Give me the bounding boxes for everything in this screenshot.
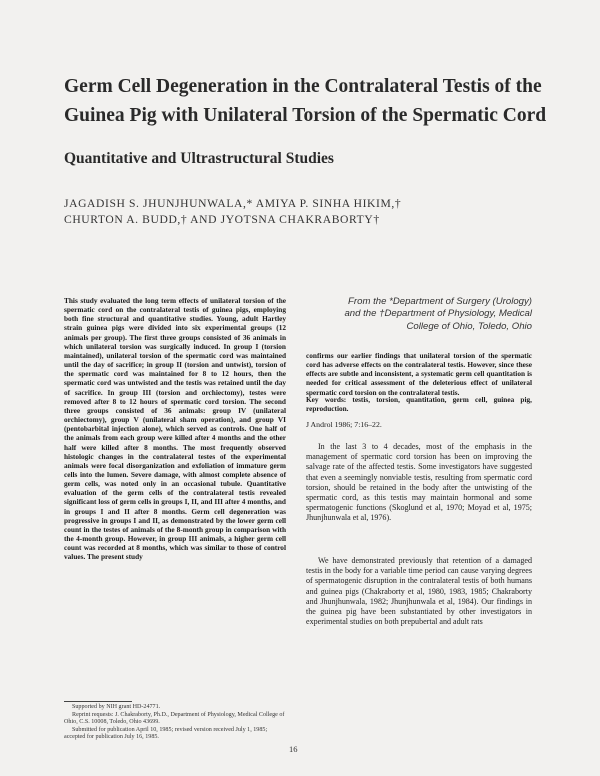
page-number: 16 [289, 744, 298, 754]
author-list [64, 196, 544, 228]
abstract-text: This study evaluated the long term effects of unilateral torsion of the spermatic cord on the contralateral testis of guinea pigs, employing both fine structural and quantitative studies. Young, adult Hartley strain guinea pigs were divided into six experimental groups (12 animals per group). The first three groups consisted of 36 animals in which unilateral torsion was surgically induced. In group I (torsion maintained), unilateral torsion of the spermatic cord was maintained until the day of sacrifice; in group II (torsion and untwist), torsion of the spermatic cord was maintained for 8 to 12 hours, then the spermatic cord was untwisted and the testis was retained until the day of sacrifice. In group III (torsion and orchiectomy), testes were removed after 8 to 12 hours of spermatic cord torsion. The second three groups consisted of 36 animals: group IV (unilateral orchiectomy), group V (unilateral sham operation), and group VI (pentobarbital injection alone), which served as controls. One half of the animals from each group were killed after 4 months and the other half were killed after 8 months. The most frequently observed histologic changes in the contralateral testes of the experimental animals were focal disorganization and exfoliation of immature germ cells into the lumen. Severe damage, with almost complete absence of germ cells, was noted only in an occasional tubule. Quantitative evaluation of the germ cells of the contralateral testis revealed significant loss of germ cells in groups I, II, and III after 4 months, and in groups I and II after 8 months. Germ cell degeneration was progressive in groups I and II, as demonstrated by the lower germ cell count in the testes of animals of the 8-month group in comparison with the 4-month group. However, in group III animals, a higher germ cell count was recorded at 8 months, which was similar to those of control values. The present study [64, 296, 286, 562]
affiliation-line-3: College of Ohio, Toledo, Ohio [406, 320, 532, 332]
footnote-submitted: Submitted for publication April 10, 1985; revised version received July 1, 1985; accepted for publication July 16, 1985. [64, 726, 268, 741]
journal-reference: J Androl 1986; 7:16–22. [306, 420, 382, 429]
footnotes [64, 704, 286, 742]
footnote-support: Supported by NIH grant HD-24771. [72, 704, 161, 710]
body-paragraph-1: In the last 3 to 4 decades, most of the emphasis in the management of spermatic cord torsion has been on improving the salvage rate of the affected testis. Some investigators have suggested that even a seemingly nonviable testis, resulting from spermatic cord torsion, should be retained in the body after the untwisting of the spermatic cord, as this testis may maintain hormonal and some spermatogenic functions (Skoglund et al, 1970; Moyad et al, 1975; Jhunjhunwala et al, 1976). [306, 442, 532, 523]
affiliation [306, 296, 532, 333]
affiliation-line-1: From the *Department of Surgery (Urology) [348, 296, 532, 307]
abstract-continuation: confirms our earlier findings that unilateral torsion of the spermatic cord has adverse effects on the contralateral testis. However, since these effects are subtle and inconsistent, a systematic germ cell quantitation is needed for critical assessment of the deleterious effect of unilateral spermatic cord torsion on the contralateral testis. [306, 351, 532, 397]
author-line-1: JAGADISH S. JHUNJHUNWALA,* AMIYA P. SINHA HIKIM,† [64, 197, 402, 210]
keywords: Key words: testis, torsion, quantitation, germ cell, guinea pig, reproduction. [306, 395, 532, 414]
body-paragraph-2: We have demonstrated previously that retention of a damaged testis in the body for a variable time period can cause varying degrees of spermatogenic disruption in the contralateral testis of both humans and guinea pigs (Chakraborty et al, 1980, 1983, 1985; Chakraborty and Jhunjhunwala, 1982; Jhunjhunwala et al, 1984). Our findings in the guinea pig have been substantiated by other investigators in experimental studies on both prepubertal and adult rats [306, 556, 532, 627]
author-line-2: CHURTON A. BUDD,† AND JYOTSNA CHAKRABORTY† [64, 213, 380, 226]
footnote-divider [64, 701, 132, 702]
article-title: Germ Cell Degeneration in the Contralateral Testis of the Guinea Pig with Unilateral Torsion of the Spermatic Cord [64, 76, 547, 126]
footnote-reprint: Reprint requests: J. Chakraborty, Ph.D., Department of Physiology, Medical College of Ohio, C.S. 10008, Toledo, Ohio 43699. [64, 711, 285, 726]
affiliation-line-2: and the †Department of Physiology, Medical [344, 308, 532, 320]
article-subtitle: Quantitative and Ultrastructural Studies [64, 150, 334, 167]
